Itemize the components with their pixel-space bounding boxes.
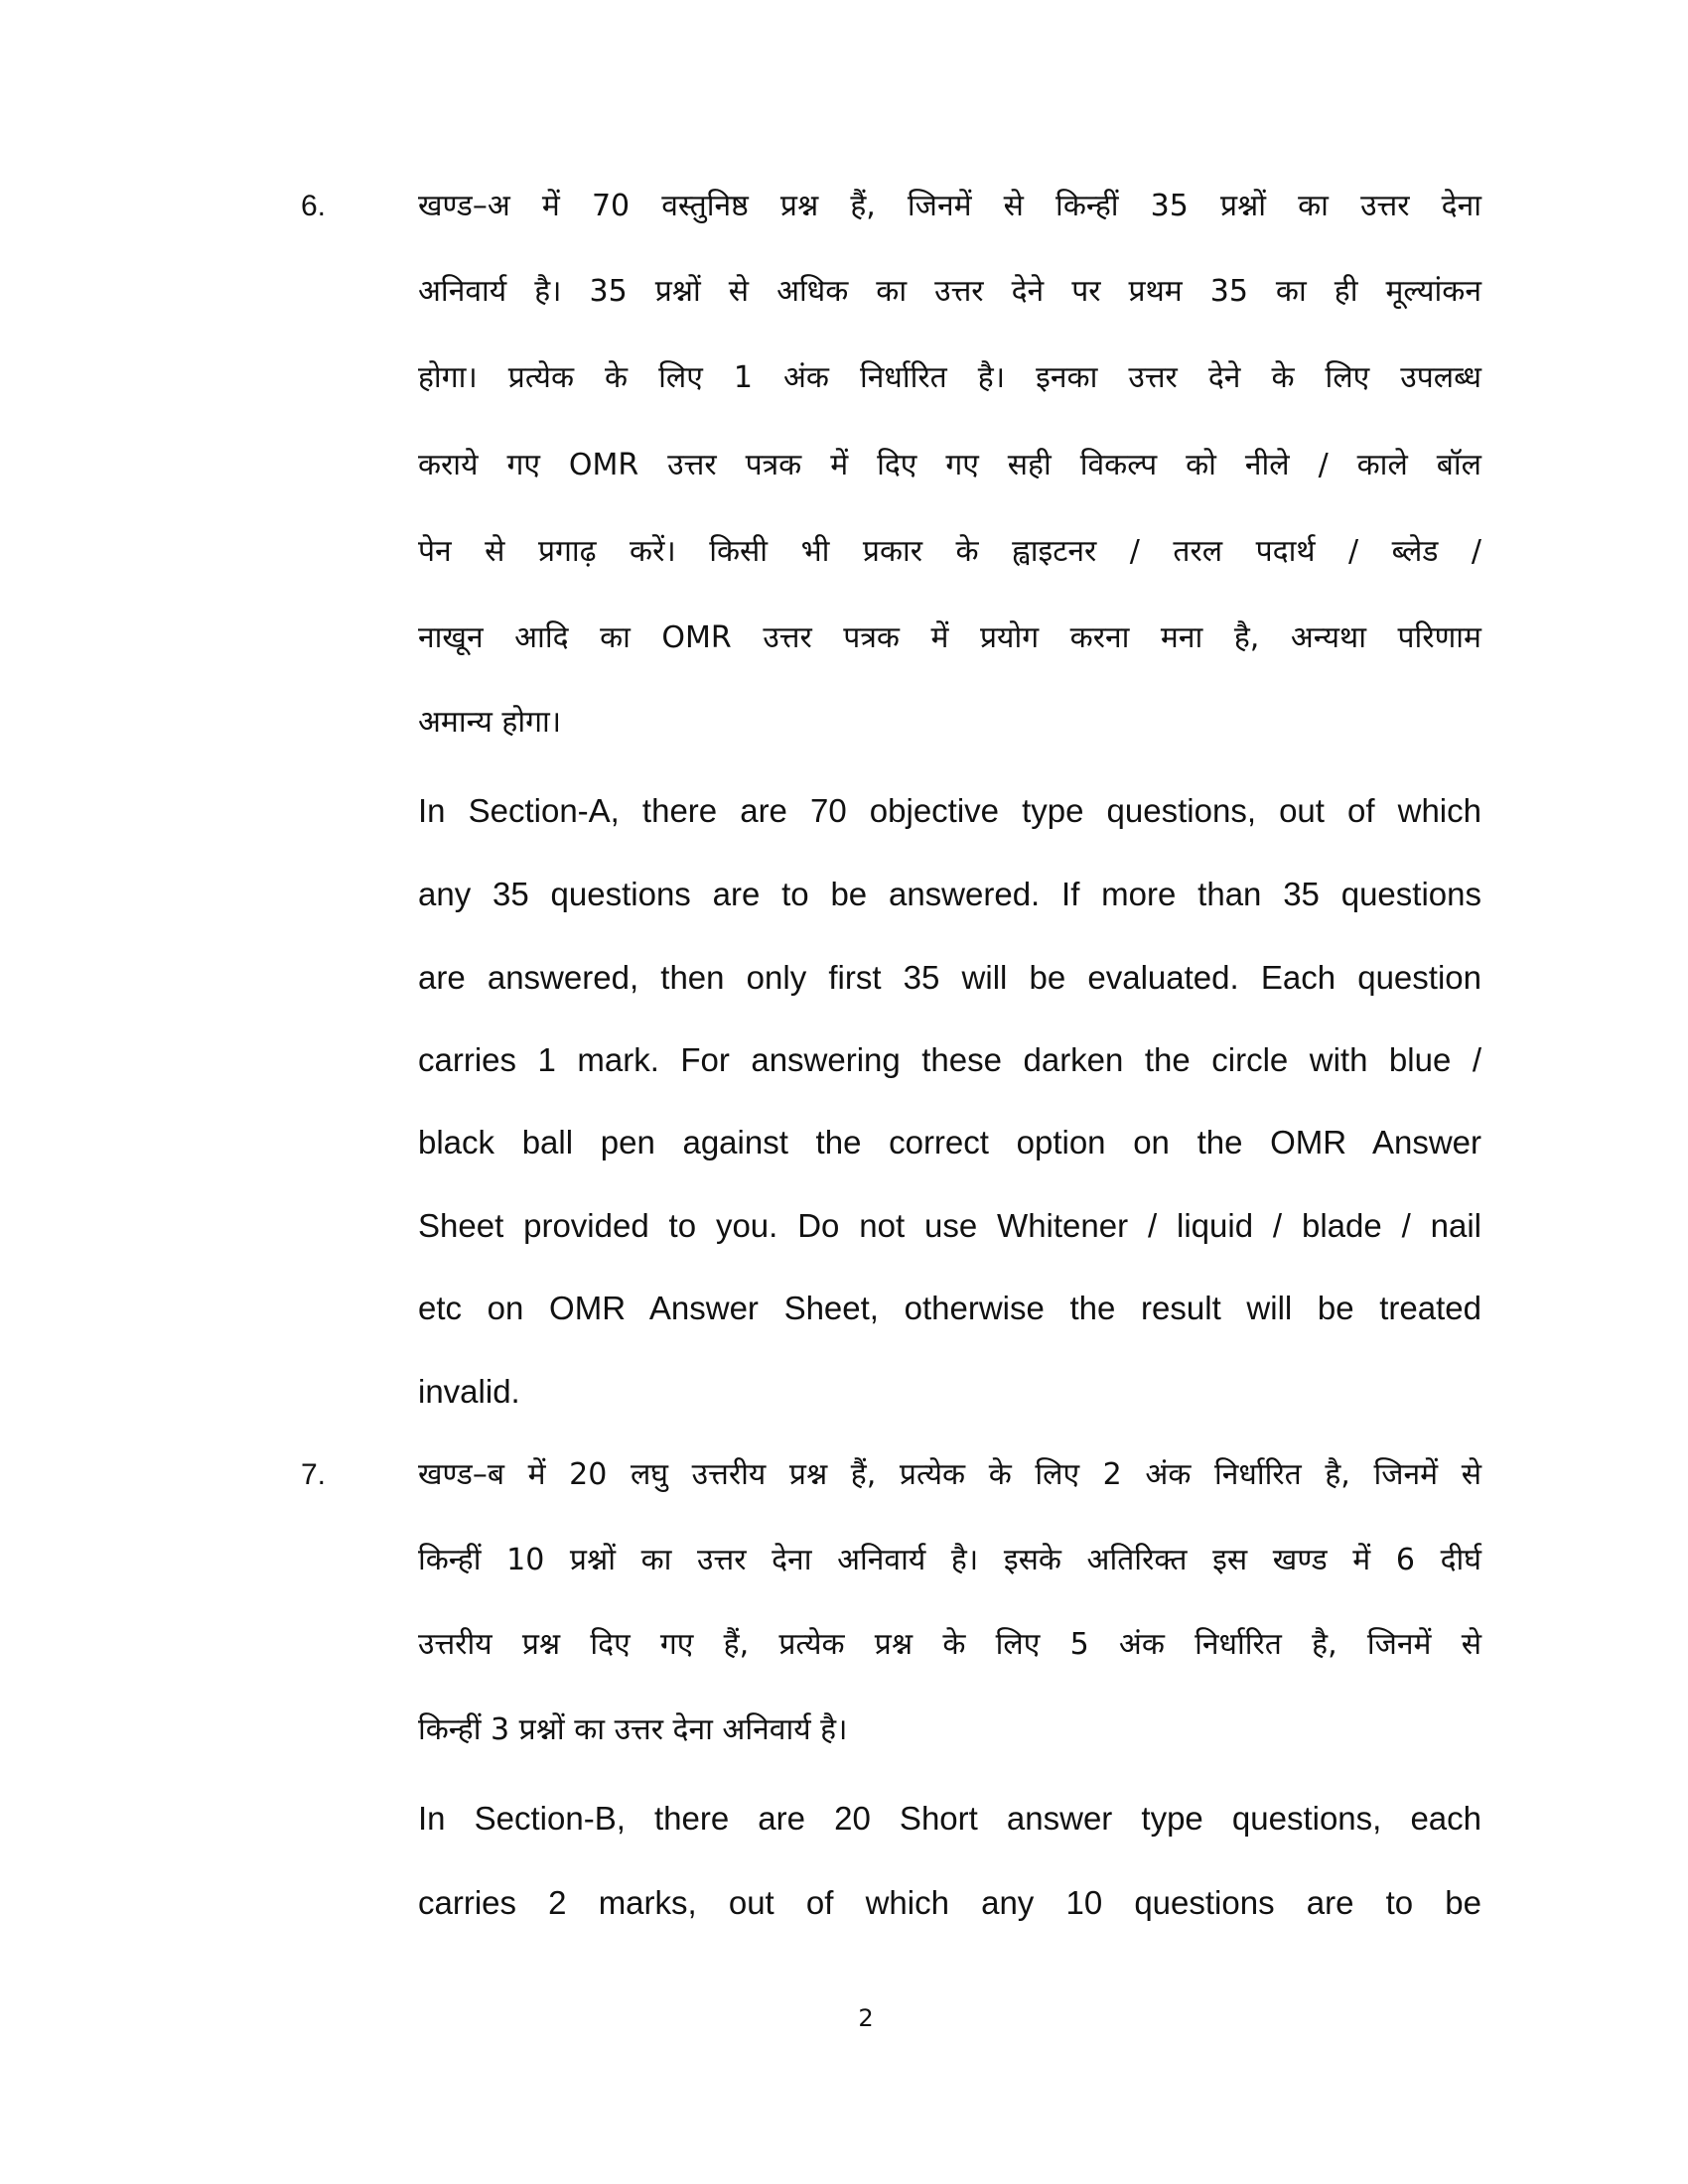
text-line: पेन से प्रगाढ़ करें। किसी भी प्रकार के ह्वाइटनर / तरल पदार्थ / ब्लेड / <box>418 534 1481 569</box>
text-line: black ball pen against the correct option on the OMR Answer <box>418 1124 1481 1160</box>
text-line: Sheet provided to you. Do not use Whitener / liquid / blade / nail <box>418 1207 1481 1244</box>
text-line: any 35 questions are to be answered. If more than 35 questions <box>418 876 1481 912</box>
text-line: etc on OMR Answer Sheet, otherwise the result will be treated <box>418 1290 1481 1326</box>
text-line: कराये गए OMR उत्तर पत्रक में दिए गए सही विकल्प को नीले / काले बॉल <box>418 448 1481 482</box>
text-line: उत्तरीय प्रश्न दिए गए हैं, प्रत्येक प्रश्न के लिए 5 अंक निर्धारित है, जिनमें से <box>418 1627 1481 1662</box>
item-number: 7. <box>301 1458 327 1491</box>
text-line: अनिवार्य है। 35 प्रश्नों से अधिक का उत्तर देने पर प्रथम 35 का ही मूल्यांकन <box>418 274 1481 309</box>
page-number: 2 <box>858 2004 874 2032</box>
text-line: खण्ड–ब में 20 लघु उत्तरीय प्रश्न हैं, प्रत्येक के लिए 2 अंक निर्धारित है, जिनमें से <box>418 1457 1481 1492</box>
text-line: किन्हीं 10 प्रश्नों का उत्तर देना अनिवार्य है। इसके अतिरिक्त इस खण्ड में 6 दीर्घ <box>418 1543 1481 1577</box>
item-number: 6. <box>301 190 327 222</box>
text-line: In Section-A, there are 70 objective type questions, out of which <box>418 792 1481 829</box>
text-line: अमान्य होगा। <box>418 705 562 740</box>
text-line: carries 1 mark. For answering these darken the circle with blue / <box>418 1041 1481 1078</box>
text-line: खण्ड–अ में 70 वस्तुनिष्ठ प्रश्न हैं, जिनमें से किन्हीं 35 प्रश्नों का उत्तर देना <box>418 189 1481 223</box>
text-line: invalid. <box>418 1373 520 1410</box>
text-line: होगा। प्रत्येक के लिए 1 अंक निर्धारित है। इनका उत्तर देने के लिए उपलब्ध <box>418 360 1481 395</box>
text-line: carries 2 marks, out of which any 10 questions are to be <box>418 1884 1481 1921</box>
text-line: किन्हीं 3 प्रश्नों का उत्तर देना अनिवार्य है। <box>418 1712 848 1747</box>
text-line: are answered, then only first 35 will be evaluated. Each question <box>418 959 1481 996</box>
text-line: In Section-B, there are 20 Short answer type questions, each <box>418 1800 1481 1837</box>
text-line: नाखून आदि का OMR उत्तर पत्रक में प्रयोग करना मना है, अन्यथा परिणाम <box>418 620 1481 655</box>
